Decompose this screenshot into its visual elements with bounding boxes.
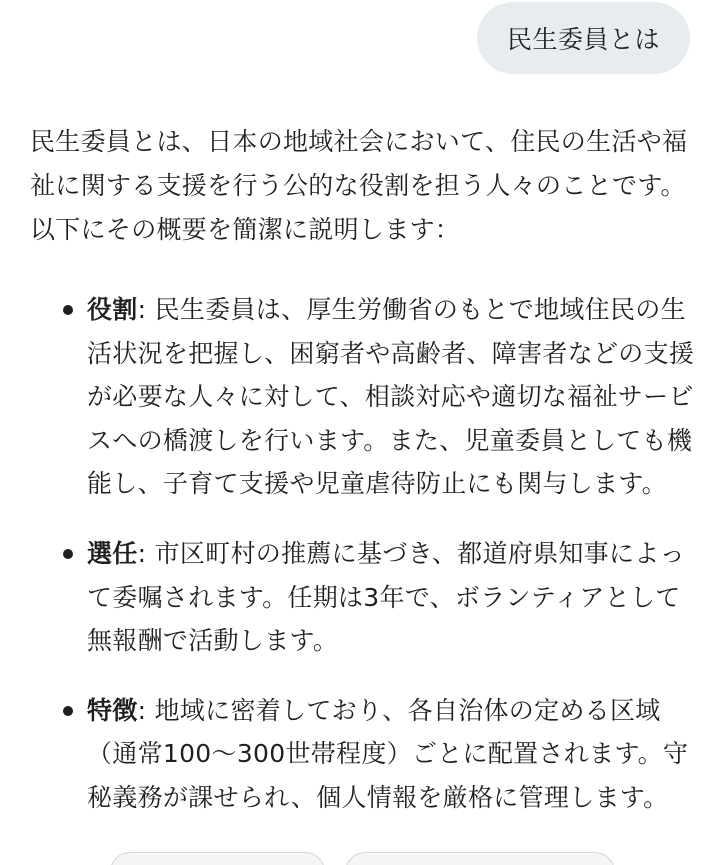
bullet-dot-icon bbox=[63, 305, 73, 315]
bullet-term: 特徴 bbox=[87, 695, 138, 725]
user-message-text: 民生委員とは bbox=[506, 25, 660, 54]
bullet-term: 役割 bbox=[87, 295, 138, 324]
bullet-dot-icon bbox=[63, 706, 73, 716]
suggestion-chips-row bbox=[0, 852, 720, 865]
suggestion-chip[interactable] bbox=[345, 852, 615, 865]
bullet-item-features bbox=[30, 689, 700, 820]
bullet-dot-icon bbox=[63, 549, 73, 559]
response-intro: 民生委員とは、日本の地域社会において、住民の生活や福祉に関する支援を行う公的な役割を担う人々のことです。以下にその概要を簡潔に説明します： bbox=[30, 127, 688, 244]
response-bullet-list bbox=[30, 288, 700, 820]
bullet-text: : 地域に密着しており、各自治体の定める区域（通常100〜300世帯程度）ごとに配置されます。守秘義務が課せられ、個人情報を厳格に管理します。 bbox=[87, 695, 689, 812]
suggestion-chip[interactable] bbox=[110, 852, 325, 865]
assistant-response bbox=[30, 120, 700, 846]
bullet-item-appointment bbox=[30, 532, 700, 663]
bullet-item-role bbox=[30, 288, 700, 506]
bullet-text: : 民生委員は、厚生労働省のもとで地域住民の生活状況を把握し、困窮者や高齢者、障害者などの支援が必要な人々に対して、相談対応や適切な福祉サービスへの橋渡しを行います。また、児童委員としても機能し、子育て支援や児童虐待防止にも関与します。 bbox=[87, 295, 695, 499]
bullet-term: 選任 bbox=[87, 538, 138, 568]
user-message-bubble bbox=[477, 2, 690, 74]
bullet-text: : 市区町村の推薦に基づき、都道府県知事によって委嘱されます。任期は3年で、ボランティアとして無報酬で活動します。 bbox=[87, 538, 685, 656]
